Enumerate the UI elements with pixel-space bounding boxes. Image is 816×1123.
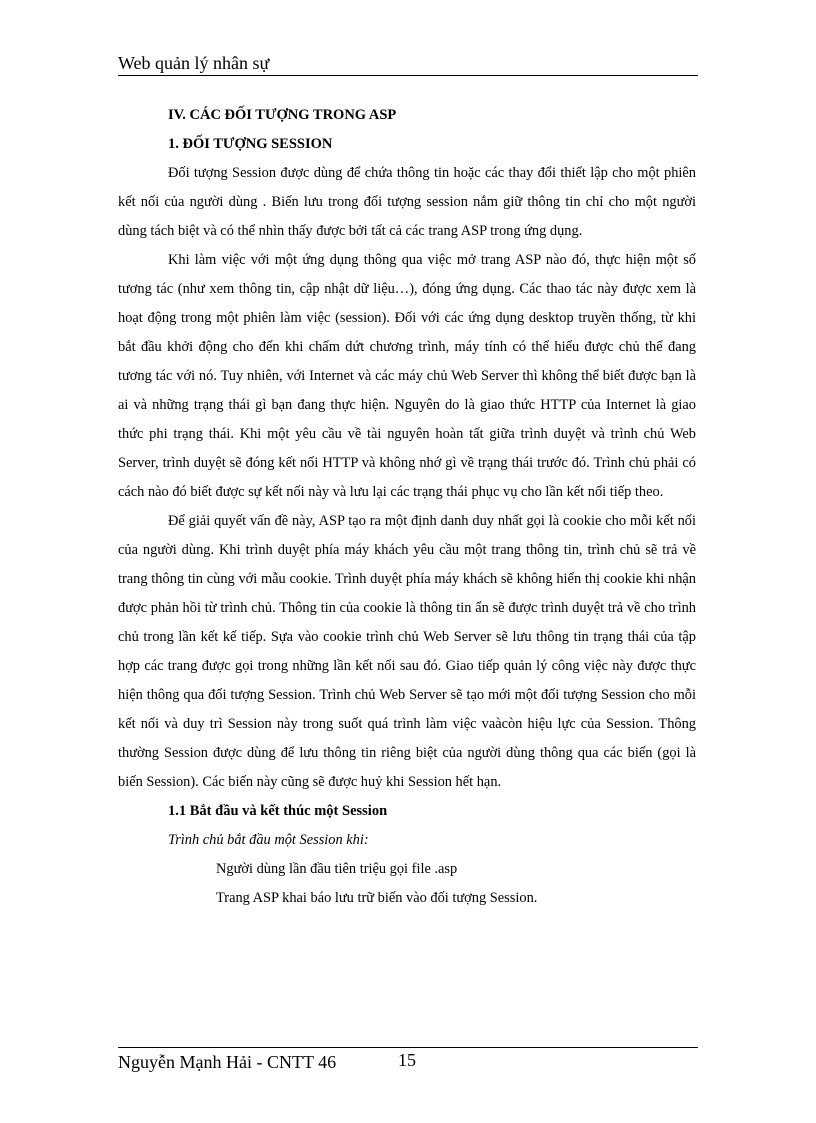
sub-heading: 1.1 Bắt đầu và kết thúc một Session (168, 803, 388, 819)
list-item: Trang ASP khai báo lưu trữ biến vào đối tượng Session. (216, 890, 538, 906)
running-header: Web quản lý nhân sự (118, 53, 270, 73)
footer-divider (118, 1047, 698, 1048)
footer-author: Nguyễn Mạnh Hải - CNTT 46 (118, 1052, 337, 1072)
page-body (118, 101, 696, 913)
paragraph: Để giải quyết vấn đề này, ASP tạo ra một định danh duy nhất gọi là cookie cho mỗi kết nối của người dùng. Khi trình duyệt phía máy khách yêu cầu một trang thông tin, trình chủ sẽ trả về trang thông tin cùng với mẫu cookie. Trình duyệt phía máy khách sẽ không hiển thị cookie khi nhận được phản hồi từ trình chủ. Thông tin của cookie là thông tin ẩn sẽ được trình duyệt trả về cho trình chủ trong lần kết kế tiếp. Sựa vào cookie trình chủ Web Server sẽ lưu thông tin trạng thái của tập hợp các trang được gọi trong những lần kết nối sau đó. Giao tiếp quản lý công việc này được thực hiện thông qua đối tượng Session. Trình chủ Web Server sẽ tạo mới một đối tượng Session cho mỗi kết nối và duy trì Session này trong suốt quá trình làm việc vaàcòn hiệu lực của Session. Thông thường Session được dùng để lưu thông tin riêng biệt của người dùng thông qua các biến (gọi là biến Session). Các biến này cũng sẽ được huỷ khi Session hết hạn. (118, 513, 696, 790)
paragraph: Khi làm việc với một ứng dụng thông qua việc mở trang ASP nào đó, thực hiện một số tương tác (như xem thông tin, cập nhật dữ liệu…), đóng ứng dụng. Các thao tác này được xem là hoạt động trong một phiên làm việc (session). Đối với các ứng dụng desktop truyền thống, từ khi bắt đầu khởi động cho đến khi chấm dứt chương trình, máy tính có thể hiểu được chủ thể đang tương tác với nó. Tuy nhiên, với Internet và các máy chủ Web Server thì không thể biết được bạn là ai và những trạng thái gì bạn đang thực hiện. Nguyên do là giao thức HTTP của Internet là giao thức phi trạng thái. Khi một yêu cầu về tài nguyên hoàn tất giữa trình duyệt và trình chủ Web Server, trình duyệt sẽ đóng kết nối HTTP và không nhớ gì về trạng thái trước đó. Trình chủ phải có cách nào đó biết được sự kết nối này và lưu lại các trạng thái phục vụ cho lần kết nối tiếp theo. (118, 252, 696, 500)
header-divider (118, 75, 698, 76)
list-item: Người dùng lần đầu tiên triệu gọi file .asp (216, 861, 458, 877)
section-heading: IV. CÁC ĐỐI TƯỢNG TRONG ASP (168, 107, 397, 123)
page-number: 15 (398, 1050, 416, 1070)
paragraph: Đối tượng Session được dùng để chứa thông tin hoặc các thay đổi thiết lập cho một phiên kết nối của người dùng . Biến lưu trong đối tượng session nắm giữ thông tin chỉ cho một người dùng tách biệt và có thể nhìn thấy được bởi tất cả các trang ASP trong ứng dụng. (118, 165, 696, 239)
subsection-heading: 1. ĐỐI TƯỢNG SESSION (168, 136, 333, 152)
italic-intro: Trình chủ bắt đầu một Session khi: (168, 832, 369, 848)
